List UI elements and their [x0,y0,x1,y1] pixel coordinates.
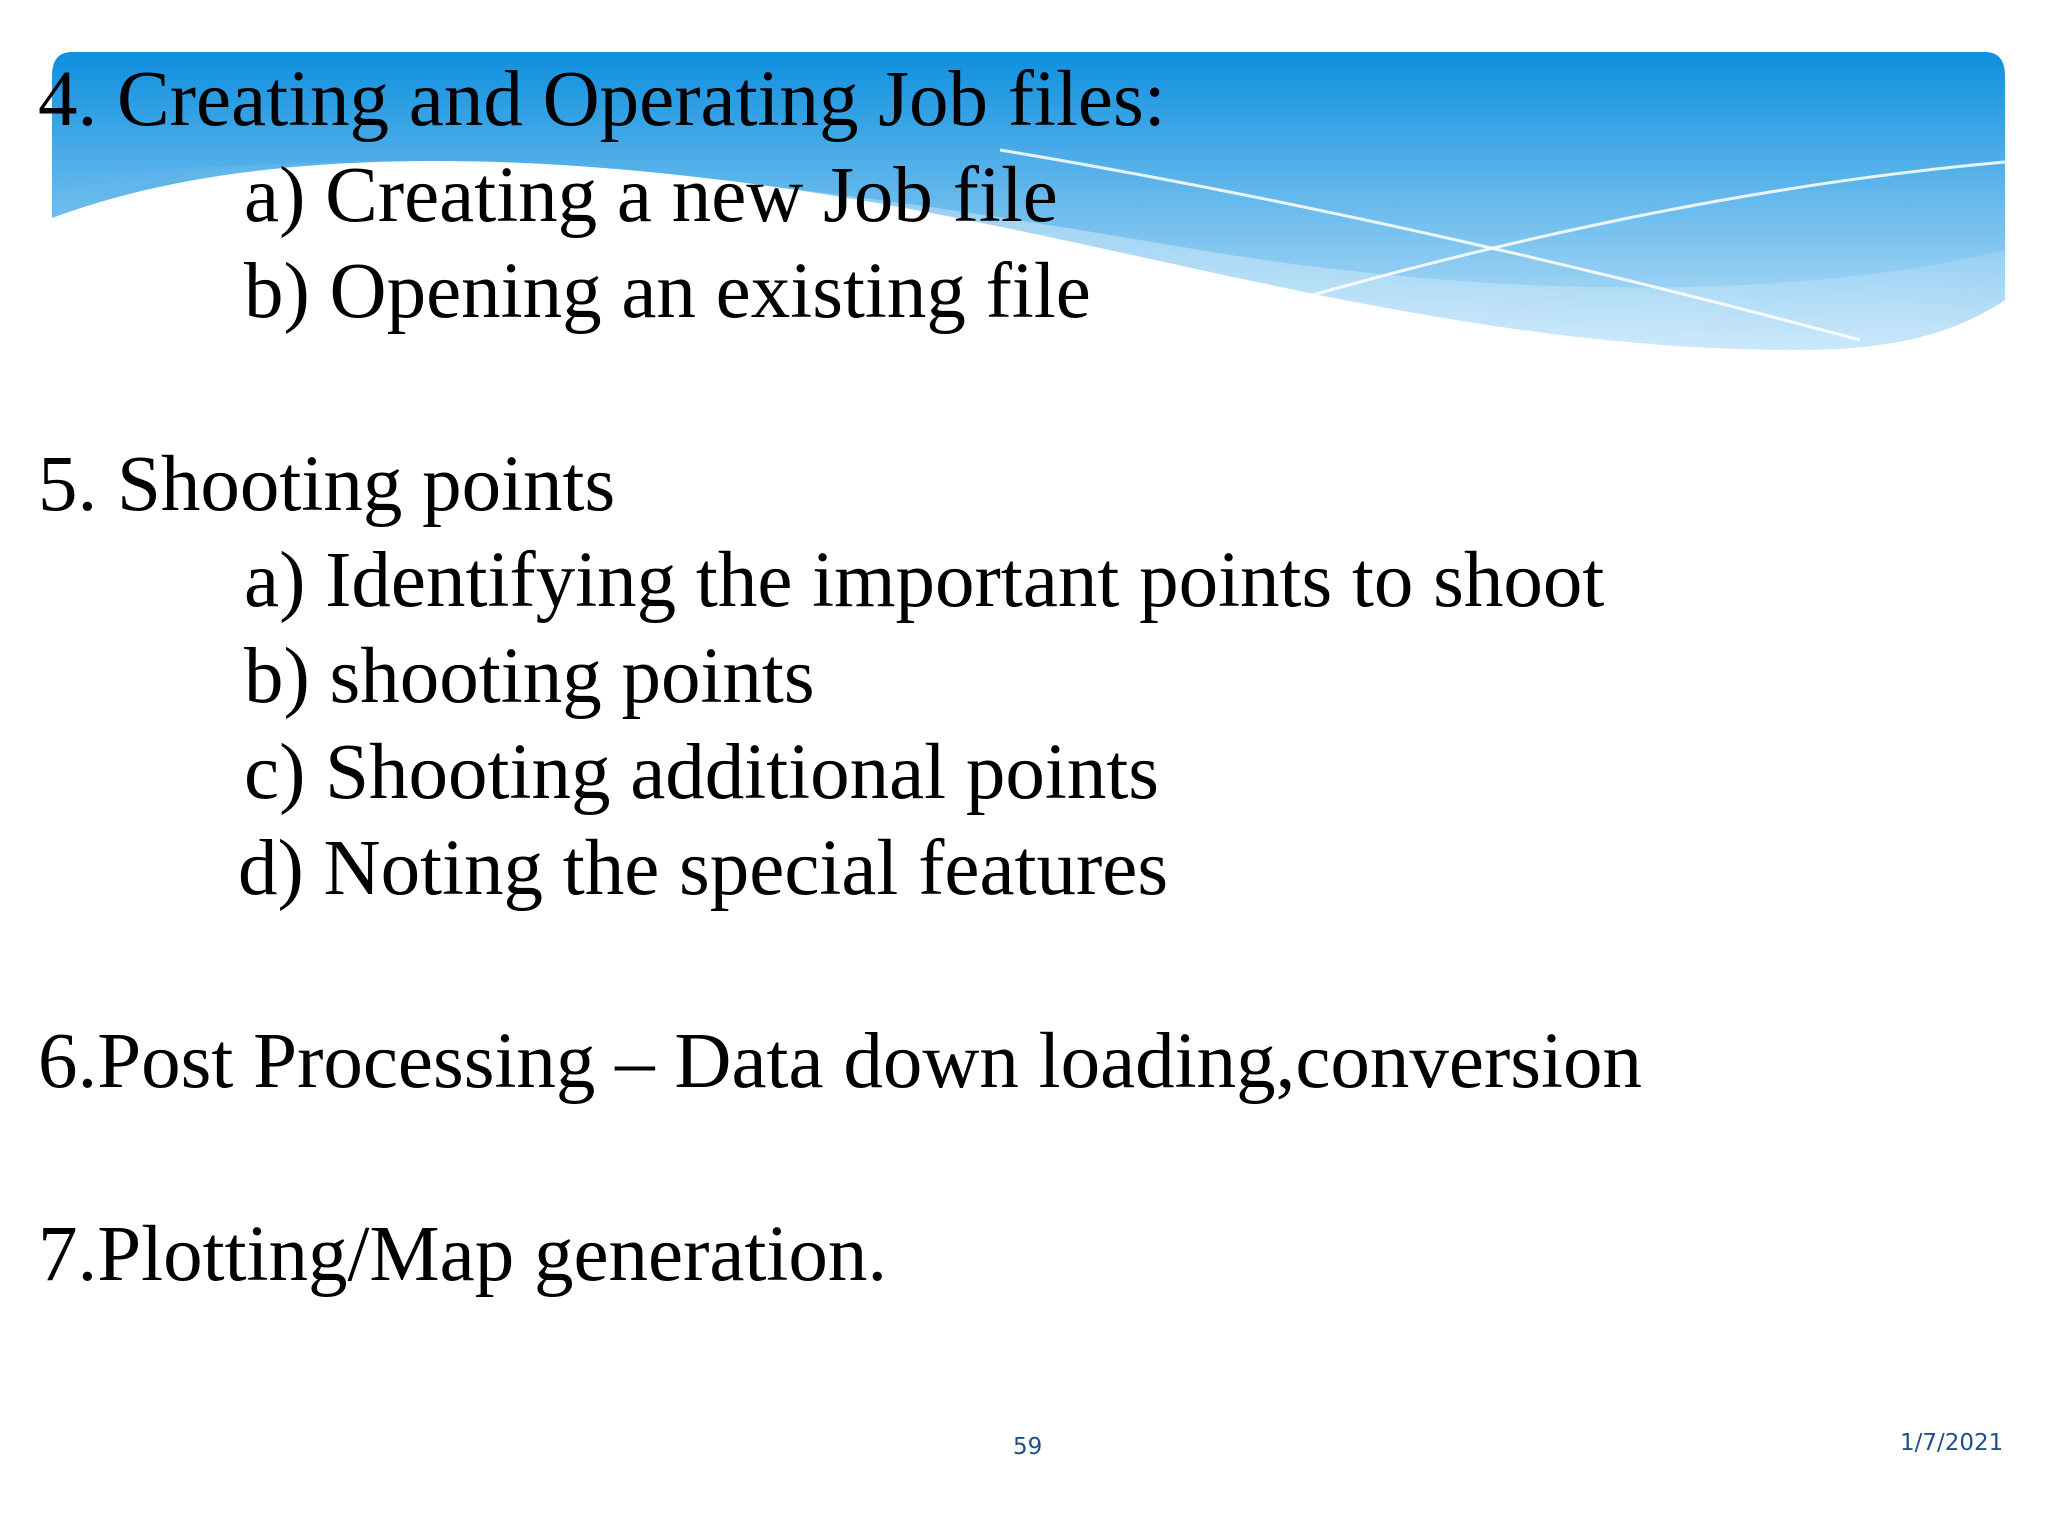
heading-item-5: 5. Shooting points [38,441,616,528]
heading-item-4: 4. Creating and Operating Job files: [38,56,1166,143]
subitem-5d: d) Noting the special features [238,825,1169,912]
subitem-4b: b) Opening an existing file [244,248,1091,335]
subitem-5a: a) Identifying the important points to shoot [244,537,1605,624]
subitem-5b: b) shooting points [244,633,815,720]
subitem-4a: a) Creating a new Job file [244,152,1058,239]
heading-item-7: 7.Plotting/Map generation. [38,1211,888,1298]
heading-item-6: 6.Post Processing – Data down loading,conversion [38,1018,1642,1105]
slide-date: 1/7/2021 [1900,1430,2004,1456]
page-number: 59 [1013,1434,1043,1460]
subitem-5c: c) Shooting additional points [244,729,1160,816]
